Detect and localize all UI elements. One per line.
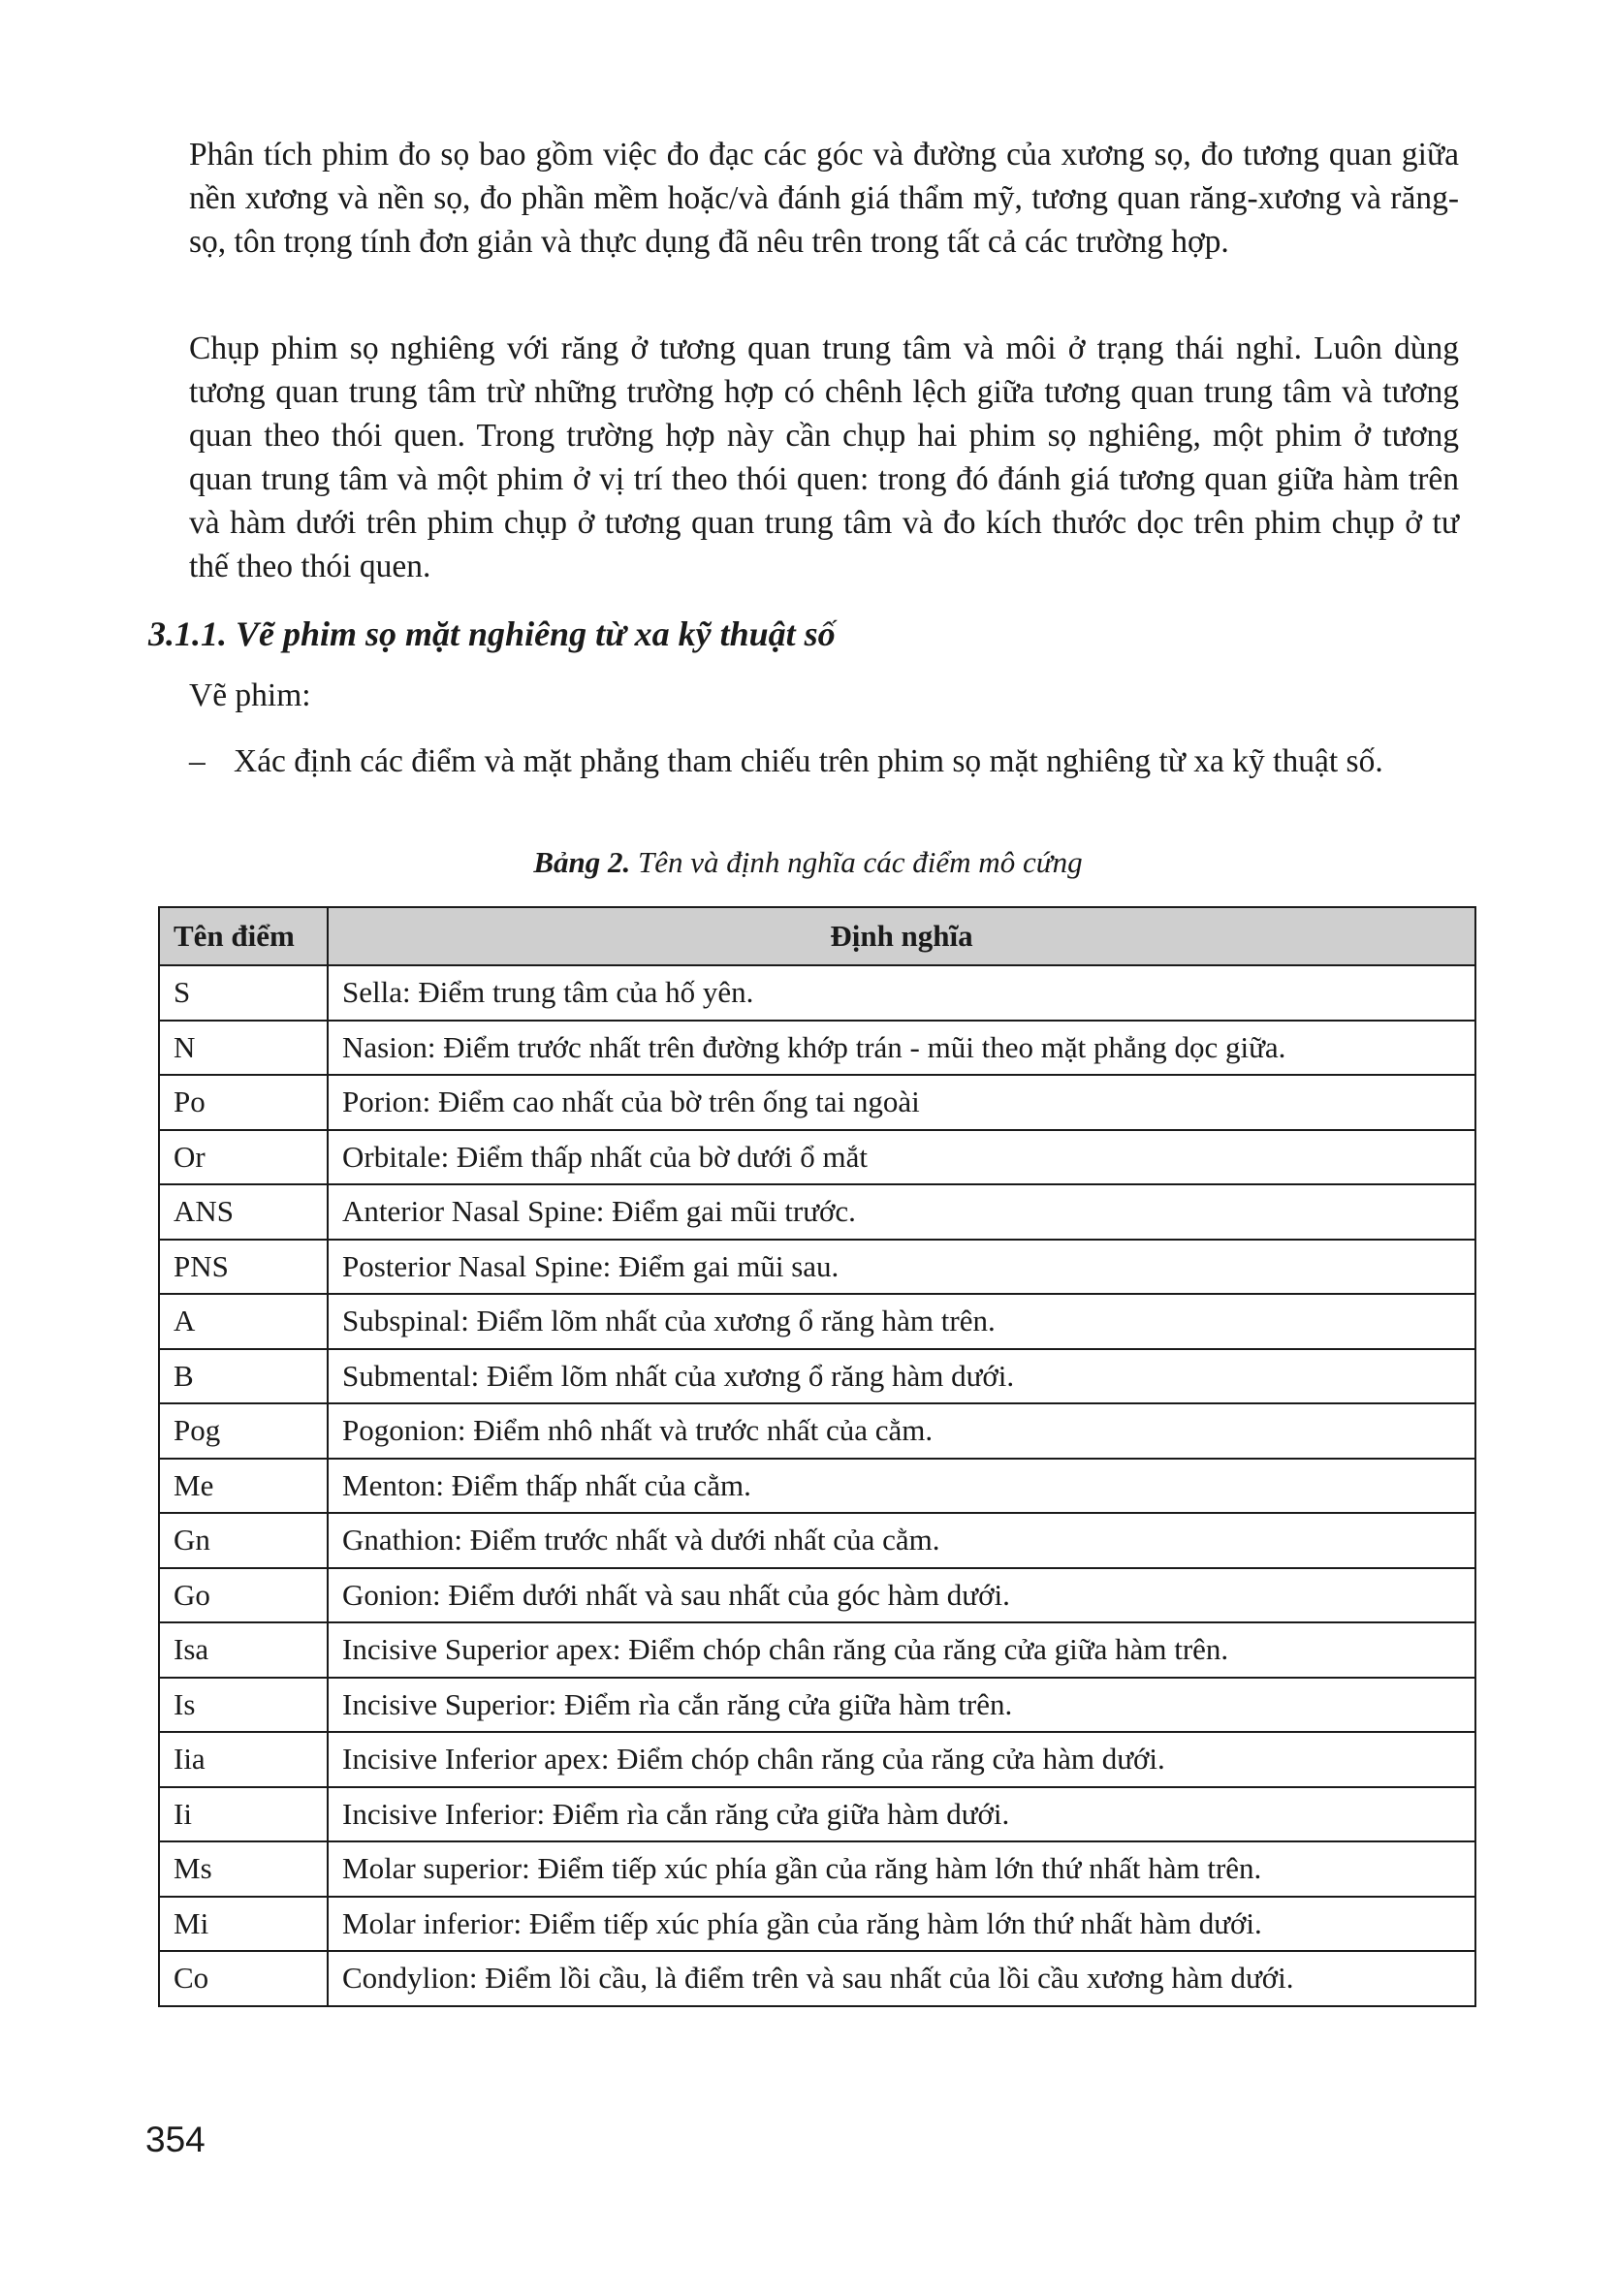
point-code-cell: Po — [159, 1075, 328, 1130]
landmark-definitions-table — [158, 906, 1476, 2007]
definition-cell: Gnathion: Điểm trước nhất và dưới nhất của cằm. — [328, 1513, 1475, 1568]
point-code-cell: Isa — [159, 1622, 328, 1678]
table-caption-text: Tên và định nghĩa các điểm mô cứng — [630, 845, 1083, 879]
table-row — [159, 1294, 1475, 1349]
definition-cell: Orbitale: Điểm thấp nhất của bờ dưới ổ mắt — [328, 1130, 1475, 1185]
table-row — [159, 965, 1475, 1021]
point-code-cell: Ii — [159, 1787, 328, 1842]
table-body — [159, 965, 1475, 2006]
point-code-cell: Is — [159, 1678, 328, 1733]
section-heading: 3.1.1. Vẽ phim sọ mặt nghiêng từ xa kỹ thuật số — [148, 614, 836, 653]
definition-cell: Gonion: Điểm dưới nhất và sau nhất của góc hàm dưới. — [328, 1568, 1475, 1623]
header-point-name: Tên điểm — [159, 907, 328, 965]
page-number: 354 — [145, 2120, 206, 2159]
definition-cell: Incisive Inferior: Điểm rìa cắn răng cửa giữa hàm dưới. — [328, 1787, 1475, 1842]
table-row — [159, 1075, 1475, 1130]
definition-cell: Submental: Điểm lõm nhất của xương ổ răng hàm dưới. — [328, 1349, 1475, 1404]
bullet-dash: – — [189, 743, 206, 779]
definition-cell: Molar inferior: Điểm tiếp xúc phía gần của răng hàm lớn thứ nhất hàm dưới. — [328, 1897, 1475, 1952]
point-code-cell: Mi — [159, 1897, 328, 1952]
definition-cell: Incisive Superior: Điểm rìa cắn răng cửa giữa hàm trên. — [328, 1678, 1475, 1733]
table-row — [159, 1184, 1475, 1240]
point-code-cell: ANS — [159, 1184, 328, 1240]
header-definition: Định nghĩa — [328, 907, 1475, 965]
definition-cell: Porion: Điểm cao nhất của bờ trên ống tai ngoài — [328, 1075, 1475, 1130]
table-row — [159, 1459, 1475, 1514]
table-caption-prefix: Bảng 2. — [533, 845, 631, 879]
point-code-cell: B — [159, 1349, 328, 1404]
table-header-row — [159, 907, 1475, 965]
definition-cell: Posterior Nasal Spine: Điểm gai mũi sau. — [328, 1240, 1475, 1295]
definition-cell: Incisive Superior apex: Điểm chóp chân răng của răng cửa giữa hàm trên. — [328, 1622, 1475, 1678]
point-code-cell: Go — [159, 1568, 328, 1623]
point-code-cell: A — [159, 1294, 328, 1349]
table-row — [159, 1021, 1475, 1076]
table-row — [159, 1897, 1475, 1952]
table-row — [159, 1349, 1475, 1404]
point-code-cell: N — [159, 1021, 328, 1076]
point-code-cell: PNS — [159, 1240, 328, 1295]
point-code-cell: S — [159, 965, 328, 1021]
definition-cell: Molar superior: Điểm tiếp xúc phía gần của răng hàm lớn thứ nhất hàm trên. — [328, 1841, 1475, 1897]
point-code-cell: Me — [159, 1459, 328, 1514]
definition-cell: Pogonion: Điểm nhô nhất và trước nhất của cằm. — [328, 1403, 1475, 1459]
table-row — [159, 1240, 1475, 1295]
table-row — [159, 1841, 1475, 1897]
table-row — [159, 1951, 1475, 2006]
definition-cell: Subspinal: Điểm lõm nhất của xương ổ răng hàm trên. — [328, 1294, 1475, 1349]
table-row — [159, 1568, 1475, 1623]
table-row — [159, 1403, 1475, 1459]
bullet-item — [189, 739, 1459, 783]
bullet-text: Xác định các điểm và mặt phẳng tham chiếu trên phim sọ mặt nghiêng từ xa kỹ thuật số. — [234, 743, 1383, 779]
paragraph-cephalometric-analysis: Phân tích phim đo sọ bao gồm việc đo đạc các góc và đường của xương sọ, đo tương quan giữa nền xương và nền sọ, đo phần mềm hoặc/và đánh giá thẩm mỹ, tương quan răng-xương và răng-sọ, tôn trọng tính đơn giản và thực dụng đã nêu trên trong tất cả các trường hợp. — [189, 137, 1459, 260]
table-row — [159, 1732, 1475, 1787]
paragraph-lateral-film-capture: Chụp phim sọ nghiêng với răng ở tương quan trung tâm và môi ở trạng thái nghỉ. Luôn dùng tương quan trung tâm trừ những trường hợp có chênh lệch giữa tương quan trung tâm và tương quan theo thói quen. Trong trường hợp này cần chụp hai phim sọ nghiêng, một phim ở tương quan trung tâm và một phim ở vị trí theo thói quen: trong đó đánh giá tương quan giữa hàm trên và hàm dưới trên phim chụp ở tương quan trung tâm và đo kích thước dọc trên phim chụp ở tư thế theo thói quen. — [189, 330, 1459, 584]
point-code-cell: Iia — [159, 1732, 328, 1787]
table-row — [159, 1678, 1475, 1733]
definition-cell: Nasion: Điểm trước nhất trên đường khớp trán - mũi theo mặt phẳng dọc giữa. — [328, 1021, 1475, 1076]
table-row — [159, 1787, 1475, 1842]
point-code-cell: Co — [159, 1951, 328, 2006]
point-code-cell: Or — [159, 1130, 328, 1185]
drawing-label: Vẽ phim: — [189, 677, 311, 713]
definition-cell: Sella: Điểm trung tâm của hố yên. — [328, 965, 1475, 1021]
table-row — [159, 1622, 1475, 1678]
definition-cell: Anterior Nasal Spine: Điểm gai mũi trước. — [328, 1184, 1475, 1240]
table-caption — [0, 845, 1616, 880]
definition-cell: Menton: Điểm thấp nhất của cằm. — [328, 1459, 1475, 1514]
point-code-cell: Pog — [159, 1403, 328, 1459]
point-code-cell: Ms — [159, 1841, 328, 1897]
definition-cell: Condylion: Điểm lồi cầu, là điểm trên và sau nhất của lồi cầu xương hàm dưới. — [328, 1951, 1475, 2006]
table-row — [159, 1130, 1475, 1185]
definition-cell: Incisive Inferior apex: Điểm chóp chân răng của răng cửa hàm dưới. — [328, 1732, 1475, 1787]
table-row — [159, 1513, 1475, 1568]
point-code-cell: Gn — [159, 1513, 328, 1568]
